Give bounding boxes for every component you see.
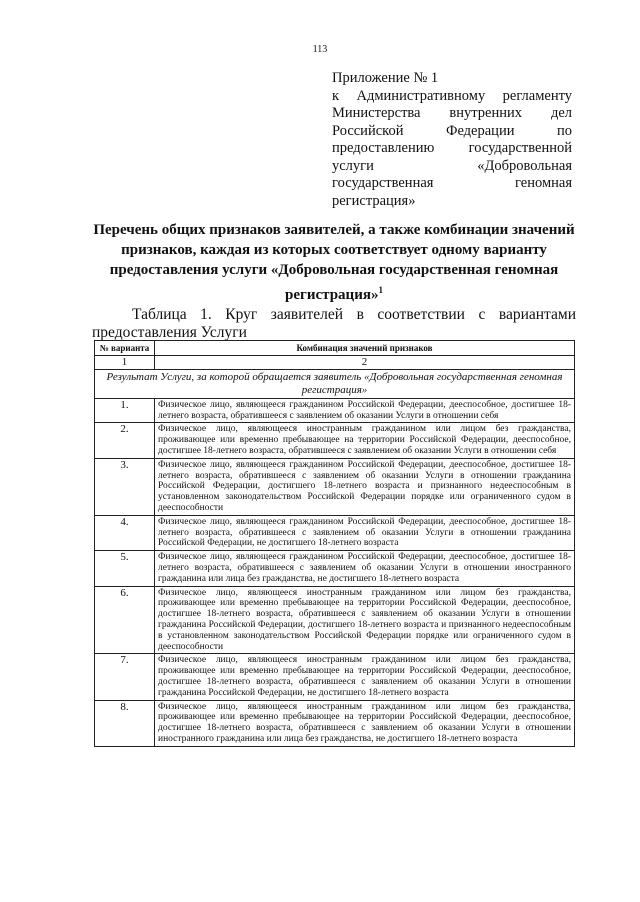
table-row: [95, 398, 575, 423]
variant-number: 1.: [95, 398, 155, 423]
table-header-row: [95, 341, 575, 356]
column-index: 2: [155, 356, 575, 370]
document-heading: [86, 220, 582, 305]
variant-description: Физическое лицо, являющееся гражданином Российской Федерации, дееспособное, достигшее 18-летнего возраста, обратившееся с заявлением об оказании Услуги в отношении гражданина Российской Федерации, достигшего 18-летнего возраста и признанного недееспособным в установленном законодательством Российской Федерации порядке или ограниченного судом в дееспособности: [155, 458, 575, 515]
table-row: [95, 515, 575, 550]
variant-description: Физическое лицо, являющееся иностранным гражданином или лицом без гражданства, проживающее или временно пребывающее на территории Российской Федерации, дееспособное, достигшее 18-летнего возраста, обратившееся с заявлением об оказании Услуги в отношении иностранного гражданина или лица без гражданства, не достигшего 18-летнего возраста: [155, 700, 575, 746]
table-row: [95, 423, 575, 458]
table-row: [95, 586, 575, 654]
column-index-row: [95, 356, 575, 370]
variant-description: Физическое лицо, являющееся гражданином Российской Федерации, дееспособное, достигшее 18-летнего возраста, обратившееся с заявлением об оказании Услуги в отношении иностранного гражданина или лица без гражданства, не достигшего 18-летнего возраста: [155, 551, 575, 586]
appendix-block: [332, 70, 572, 210]
variant-number: 6.: [95, 586, 155, 654]
column-index: 1: [95, 356, 155, 370]
variant-description: Физическое лицо, являющееся иностранным гражданином или лицом без гражданства, проживающее или временно пребывающее на территории Российской Федерации, дееспособное, достигшее 18-летнего возраста, обратившееся с заявлением об оказании Услуги в отношении гражданина Российской Федерации, не достигшего 18-летнего возраста: [155, 654, 575, 700]
appendix-title: Приложение № 1: [332, 70, 439, 86]
table-row: [95, 654, 575, 700]
variant-number: 3.: [95, 458, 155, 515]
variant-number: 2.: [95, 423, 155, 458]
appendix-body: к Административному регламенту Министерства внутренних дел Российской Федерации по предоставлению государственной услуги «Добровольная государственная геномная регистрация»: [332, 87, 572, 209]
result-row: [95, 369, 575, 398]
variant-description: Физическое лицо, являющееся гражданином Российской Федерации, дееспособное, достигшее 18-летнего возраста, обратившееся с заявлением об оказании Услуги в отношении себя: [155, 398, 575, 423]
variant-description: Физическое лицо, являющееся гражданином Российской Федерации, дееспособное, достигшее 18-летнего возраста, обратившееся с заявлением об оказании Услуги в отношении гражданина Российской Федерации, не достигшего 18-летнего возраста: [155, 515, 575, 550]
footnote-mark: 1: [378, 285, 383, 295]
table-row: [95, 551, 575, 586]
variants-table: [94, 340, 575, 747]
variant-description: Физическое лицо, являющееся иностранным гражданином или лицом без гражданства, проживающее или временно пребывающее на территории Российской Федерации, дееспособное, достигшее 18-летнего возраста, обратившееся с заявлением об оказании Услуги в отношении себя: [155, 423, 575, 458]
header-variant-number: № варианта: [95, 341, 155, 356]
table-caption: Таблица 1. Круг заявителей в соответствии с вариантами предоставления Услуги: [92, 306, 576, 341]
page-number: 113: [312, 44, 328, 55]
variant-number: 8.: [95, 700, 155, 746]
table-row: [95, 700, 575, 746]
variant-number: 5.: [95, 551, 155, 586]
heading-text: Перечень общих признаков заявителей, а также комбинации значений признаков, каждая из которых соответствует одному варианту предоставления услуги «Добровольная государственная геномная регистрация»: [93, 222, 575, 303]
result-text: Результат Услуги, за которой обращается заявитель «Добровольная государственная геномная регистрация»: [95, 369, 575, 398]
variant-description: Физическое лицо, являющееся иностранным гражданином или лицом без гражданства, проживающее или временно пребывающее на территории Российской Федерации, дееспособное, достигшее 18-летнего возраста, обратившееся с заявлением об оказании Услуги в отношении гражданина Российской Федерации, достигшего 18-летнего возраста и признанного недееспособным в установленном законодательством Российской Федерации порядке или ограниченного судом в дееспособности: [155, 586, 575, 654]
variant-number: 4.: [95, 515, 155, 550]
table-row: [95, 458, 575, 515]
header-combination: Комбинация значений признаков: [155, 341, 575, 356]
variant-number: 7.: [95, 654, 155, 700]
